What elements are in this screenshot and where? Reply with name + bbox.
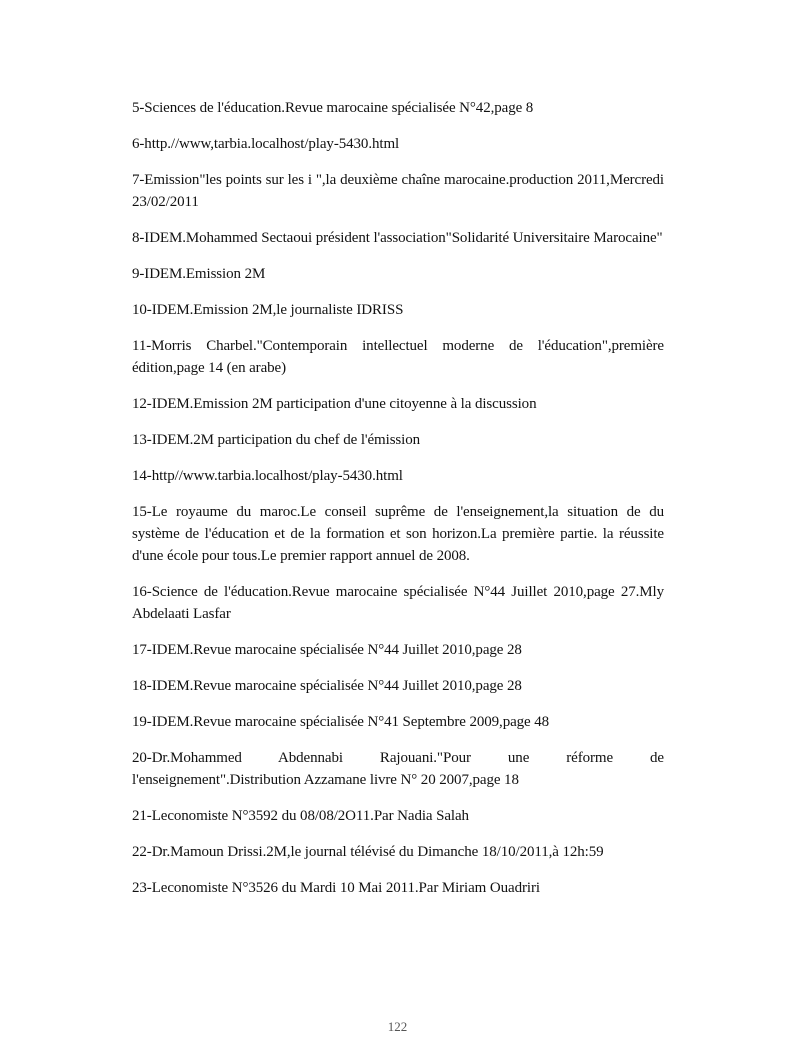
reference-item: 10-IDEM.Emission 2M,le journaliste IDRISS bbox=[132, 302, 404, 318]
reference-item: 16-Science de l'éducation.Revue marocaine spécialisée N°44 Juillet 2010,page 27.Mly Abdelaati Lasfar bbox=[132, 584, 664, 622]
reference-item: 6-http.//www,tarbia.localhost/play-5430.html bbox=[132, 136, 400, 152]
page-number: 122 bbox=[387, 1019, 408, 1034]
reference-item: 13-IDEM.2M participation du chef de l'émission bbox=[132, 432, 421, 448]
reference-item: 18-IDEM.Revue marocaine spécialisée N°44 Juillet 2010,page 28 bbox=[132, 678, 522, 694]
reference-item: 8-IDEM.Mohammed Sectaoui président l'association"Solidarité Universitaire Marocaine" bbox=[132, 230, 663, 246]
reference-item: 7-Emission"les points sur les i ",la deuxième chaîne marocaine.production 2011,Mercredi 23/02/2011 bbox=[132, 172, 664, 210]
reference-item: 11-Morris Charbel."Contemporain intellectuel moderne de l'éducation",première édition,page 14 (en arabe) bbox=[132, 338, 664, 376]
reference-list bbox=[132, 97, 664, 913]
reference-item: 22-Dr.Mamoun Drissi.2M,le journal télévisé du Dimanche 18/10/2011,à 12h:59 bbox=[132, 844, 604, 860]
reference-item: 17-IDEM.Revue marocaine spécialisée N°44 Juillet 2010,page 28 bbox=[132, 642, 522, 658]
reference-item: 14-http//www.tarbia.localhost/play-5430.html bbox=[132, 468, 403, 484]
reference-item: 21-Leconomiste N°3592 du 08/08/2O11.Par Nadia Salah bbox=[132, 808, 469, 824]
reference-item: 5-Sciences de l'éducation.Revue marocaine spécialisée N°42,page 8 bbox=[132, 100, 534, 116]
reference-item: 23-Leconomiste N°3526 du Mardi 10 Mai 2011.Par Miriam Ouadriri bbox=[132, 880, 540, 896]
reference-item: 15-Le royaume du maroc.Le conseil suprême de l'enseignement,la situation de du système de l'éducation et de la formation et son horizon.La première partie. la réussite d'une école pour tous.Le premier rapport annuel de 2008. bbox=[132, 504, 664, 564]
reference-item: 19-IDEM.Revue marocaine spécialisée N°41 Septembre 2009,page 48 bbox=[132, 714, 550, 730]
reference-item: 9-IDEM.Emission 2M bbox=[132, 266, 266, 282]
reference-item: 12-IDEM.Emission 2M participation d'une citoyenne à la discussion bbox=[132, 396, 537, 412]
reference-item: 20-Dr.Mohammed Abdennabi Rajouani."Pour une réforme de l'enseignement".Distribution Azzamane livre N° 20 2007,page 18 bbox=[132, 750, 664, 788]
